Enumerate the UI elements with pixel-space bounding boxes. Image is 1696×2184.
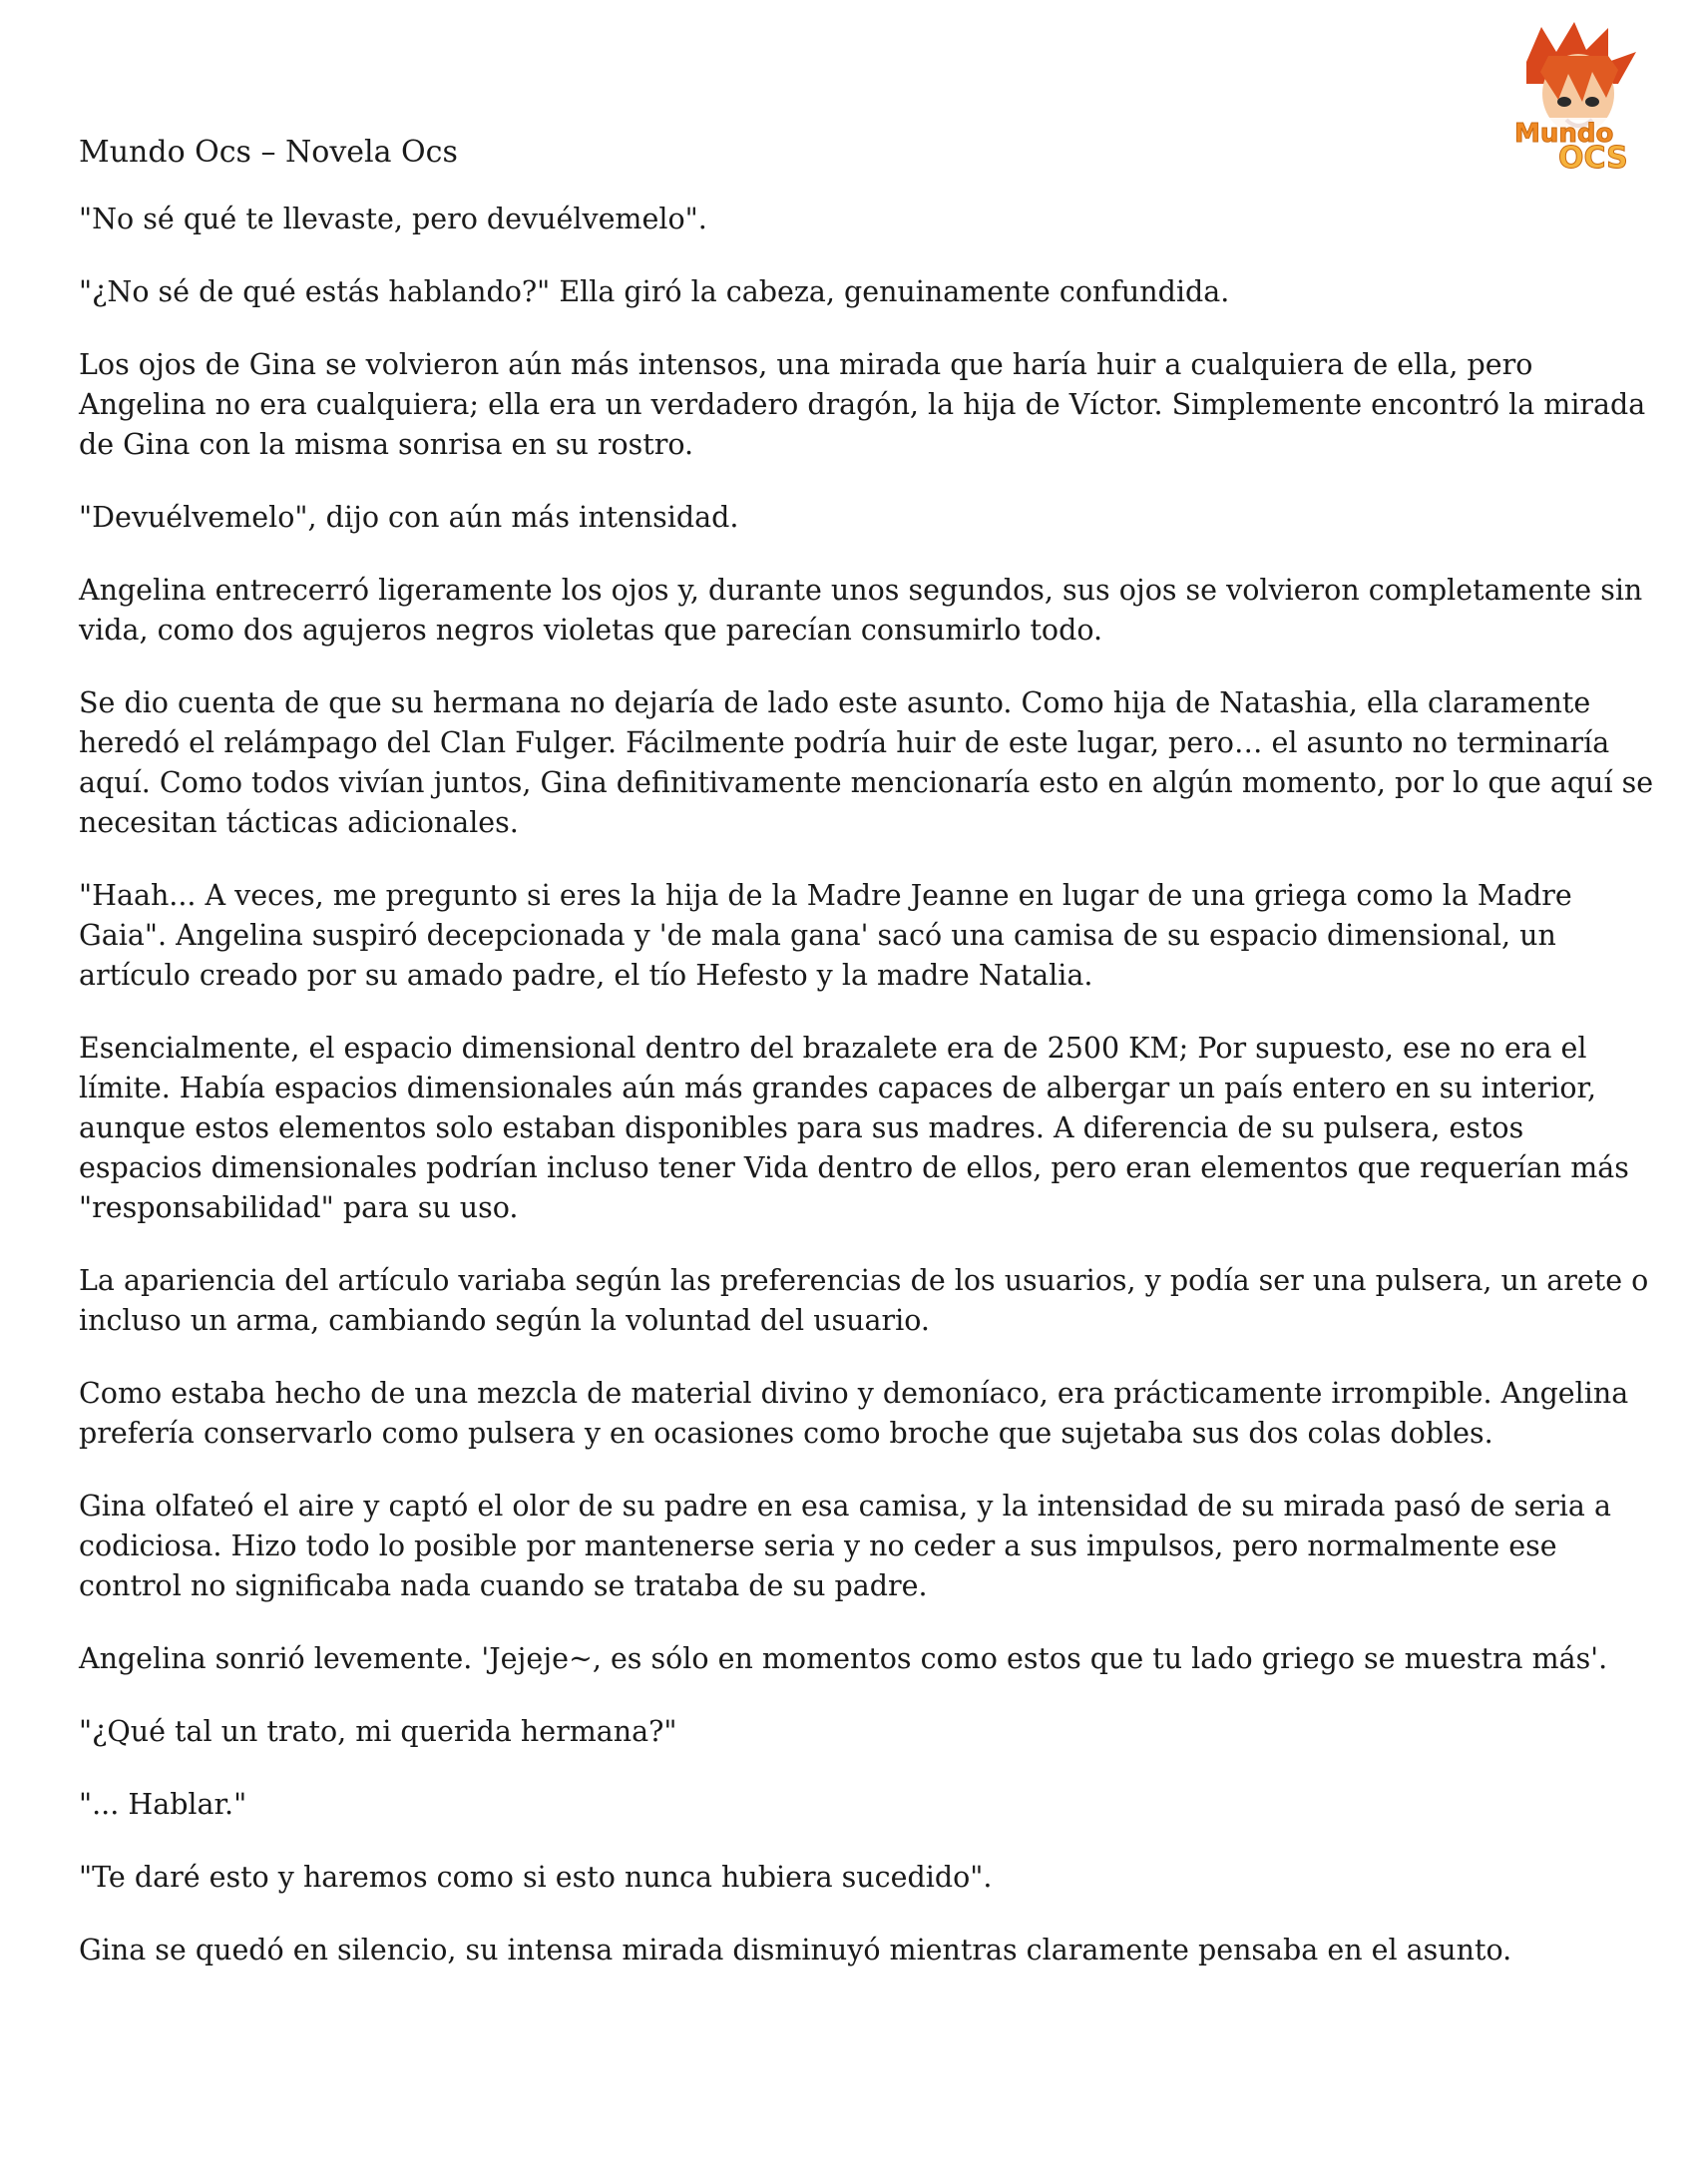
paragraph: "¿Qué tal un trato, mi querida hermana?" <box>79 1715 677 1748</box>
logo-text-bottom: OCS <box>1558 141 1628 176</box>
paragraph: Gina olfateó el aire y captó el olor de su padre en esa camisa, y la intensidad de su mirada pasó de seria a codiciosa. Hizo todo lo posible por mantenerse seria y no ceder a sus impulsos, pero normalmente ese control no significaba nada cuando se trataba de su padre. <box>79 1490 1611 1602</box>
document-body <box>79 200 1655 2003</box>
logo-graphic <box>1496 22 1666 177</box>
paragraph: "Devuélvemelo", dijo con aún más intensidad. <box>79 501 739 534</box>
paragraph: La apariencia del artículo variaba según las preferencias de los usuarios, y podía ser una pulsera, un arete o incluso un arma, cambiando según la voluntad del usuario. <box>79 1264 1649 1337</box>
paragraph: Angelina entrecerró ligeramente los ojos y, durante unos segundos, sus ojos se volvieron completamente sin vida, como dos agujeros negros violetas que parecían consumirlo todo. <box>79 574 1643 647</box>
paragraph: "... Hablar." <box>79 1788 247 1821</box>
paragraph: Angelina sonrió levemente. 'Jejeje~, es sólo en momentos como estos que tu lado griego se muestra más'. <box>79 1642 1608 1675</box>
paragraph: Gina se quedó en silencio, su intensa mirada disminuyó mientras claramente pensaba en el asunto. <box>79 1934 1512 1966</box>
paragraph: Como estaba hecho de una mezcla de material divino y demoníaco, era prácticamente irrompible. Angelina prefería conservarlo como pulsera y en ocasiones como broche que sujetaba sus dos colas dobles. <box>79 1377 1629 1450</box>
paragraph: Esencialmente, el espacio dimensional dentro del brazalete era de 2500 KM; Por supuesto, ese no era el límite. Había espacios dimensionales aún más grandes capaces de albergar un país entero en su interior, aunque estos elementos solo estaban disponibles para sus madres. A diferencia de su pulsera, estos espacios dimensionales podrían incluso tener Vida dentro de ellos, pero eran elementos que requerían más "responsabilidad" para su uso. <box>79 1032 1629 1224</box>
mundo-ocs-logo <box>1496 22 1666 177</box>
paragraph: "Haah... A veces, me pregunto si eres la hija de la Madre Jeanne en lugar de una griega como la Madre Gaia". Angelina suspiró decepcionada y 'de mala gana' sacó una camisa de su espacio dimensional, un artículo creado por su amado padre, el tío Hefesto y la madre Natalia. <box>79 879 1572 992</box>
logo-text-top: Mundo <box>1514 119 1614 149</box>
paragraph: "¿No sé de qué estás hablando?" Ella giró la cabeza, genuinamente confundida. <box>79 275 1230 308</box>
paragraph: Se dio cuenta de que su hermana no dejaría de lado este asunto. Como hija de Natashia, ella claramente heredó el relámpago del Clan Fulger. Fácilmente podría huir de este lugar, pero… el asunto no terminaría aquí. Como todos vivían juntos, Gina definitivamente mencionaría esto en algún momento, por lo que aquí se necesitan tácticas adicionales. <box>79 686 1654 839</box>
document-header: Mundo Ocs – Novela Ocs <box>79 135 458 170</box>
paragraph: "No sé qué te llevaste, pero devuélvemelo". <box>79 203 707 235</box>
paragraph: Los ojos de Gina se volvieron aún más intensos, una mirada que haría huir a cualquiera de ella, pero Angelina no era cualquiera; ella era un verdadero dragón, la hija de Víctor. Simplemente encontró la mirada de Gina con la misma sonrisa en su rostro. <box>79 348 1646 461</box>
paragraph: "Te daré esto y haremos como si esto nunca hubiera sucedido". <box>79 1861 993 1894</box>
